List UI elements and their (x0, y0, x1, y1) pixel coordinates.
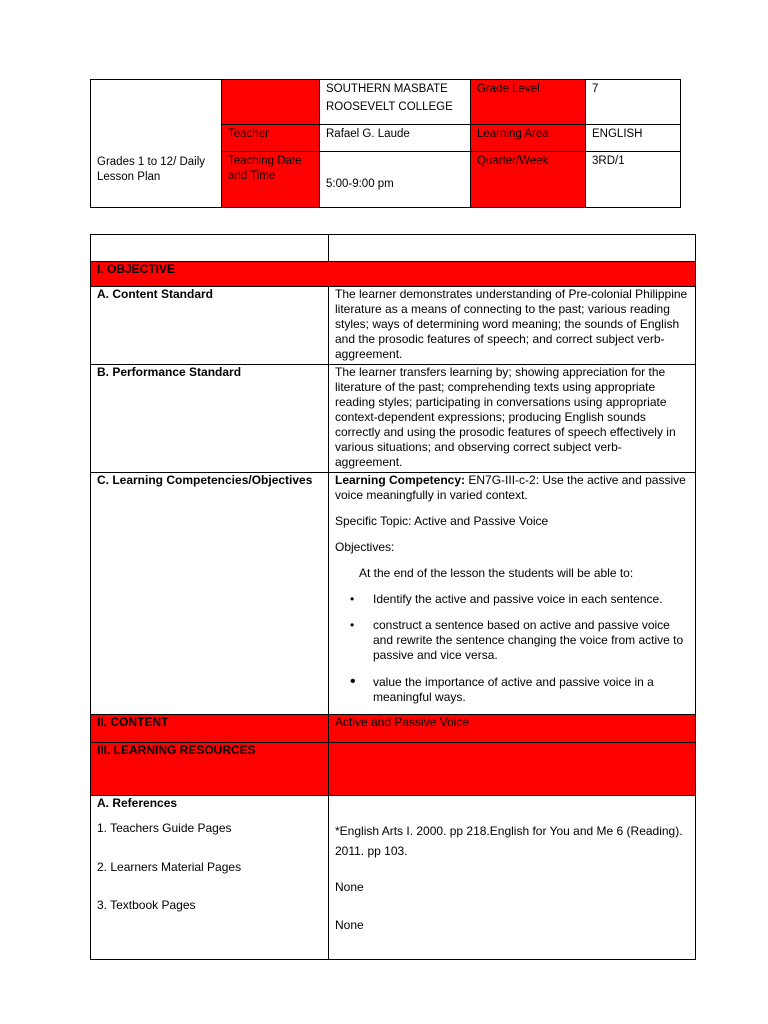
performance-standard-text: The learner transfers learning by; showing appreciation for the literature of the past; comprehending texts using appropriate reading styles; participating in conversations using appropriate context-dependent expressions; producing English sounds correctly and using the prosodic features of speech effectively in various situations; and observing correct subject verb-aggreement. (335, 365, 676, 469)
learners-material-label: 2. Learners Material Pages (97, 860, 242, 874)
resources-heading: III. LEARNING RESOURCES (97, 743, 256, 757)
teacher-label: Teacher (228, 128, 269, 140)
competency-block (329, 473, 695, 707)
bullet-icon: • (350, 673, 356, 690)
plan-label-cell (91, 80, 222, 208)
references-values (329, 821, 695, 935)
content-standard-label-cell (91, 287, 329, 365)
content-standard-label: A. Content Standard (97, 287, 213, 301)
objective-heading: I. OBJECTIVE (97, 262, 176, 276)
performance-standard-text-cell (329, 365, 696, 473)
competencies-label-cell (91, 473, 329, 715)
content-value-cell (329, 715, 696, 743)
content-value: Active and Passive Voice (335, 715, 470, 729)
resources-blank-cell (329, 743, 696, 796)
objective-item (329, 592, 689, 607)
grade-level-value: 7 (592, 83, 599, 95)
quarter-week-label: Quarter/Week (477, 155, 549, 167)
content-standard-text-cell (329, 287, 696, 365)
blank-cell-left (91, 235, 329, 262)
learning-area-label: Learning Area (477, 128, 549, 140)
performance-standard-label: B. Performance Standard (97, 365, 242, 379)
competencies-text-cell (329, 473, 696, 715)
teacher-value: Rafael G. Laude (326, 128, 410, 140)
competency-label: Learning Competency: (335, 473, 466, 487)
learners-material-value: None (335, 880, 364, 894)
competency-line (335, 473, 689, 503)
objectives-intro: At the end of the lesson the students will be able to: (359, 566, 634, 580)
objectives-label: Objectives: (335, 540, 395, 554)
objective-text: Identify the active and passive voice in each sentence. (373, 592, 663, 606)
lesson-plan-table (90, 234, 696, 960)
school-name-cell (320, 80, 471, 125)
learning-area-value-cell (586, 125, 681, 152)
quarter-week-value: 3RD/1 (592, 155, 625, 167)
teaching-time-value: 5:00-9:00 pm (326, 178, 394, 190)
teaching-time-cell (320, 152, 471, 208)
teachers-guide-value: *English Arts I. 2000. pp 218.English for You and Me 6 (Reading). 2011. pp 103. (335, 824, 683, 858)
teachers-guide-label: 1. Teachers Guide Pages (97, 821, 232, 835)
content-heading-cell (91, 715, 329, 743)
objective-text: value the importance of active and passive voice in a meaningful ways. (373, 675, 654, 704)
objective-item (329, 675, 689, 705)
quarter-week-value-cell (586, 152, 681, 208)
bullet-icon: • (350, 592, 355, 606)
teacher-label-cell (222, 125, 320, 152)
school-name: SOUTHERN MASBATE ROOSEVELT COLLEGE (326, 83, 453, 113)
teacher-value-cell (320, 125, 471, 152)
header-table (90, 79, 681, 208)
objective-item (329, 618, 689, 663)
quarter-week-label-cell (471, 152, 586, 208)
textbook-label: 3. Textbook Pages (97, 898, 196, 912)
teaching-date-label-cell (222, 152, 320, 208)
grade-level-label: Grade Level (477, 83, 540, 95)
grade-level-value-cell (586, 80, 681, 125)
plan-label: Grades 1 to 12/ Daily Lesson Plan (97, 156, 206, 183)
blank-cell-right (329, 235, 696, 262)
teaching-date-label: Teaching Date and Time (228, 155, 302, 182)
textbook-value: None (335, 918, 364, 932)
blank-red-cell (222, 80, 320, 125)
competency-text: EN7G-III-c-2: Use the active and passive voice meaningfully in varied context. (335, 473, 686, 502)
references-label-cell (91, 796, 329, 960)
learning-area-label-cell (471, 125, 586, 152)
bullet-icon: • (350, 618, 355, 632)
content-heading: II. CONTENT (97, 715, 169, 729)
learning-area-value: ENGLISH (592, 128, 643, 140)
references-labels (91, 796, 328, 915)
objective-heading-row (91, 262, 696, 287)
performance-standard-label-cell (91, 365, 329, 473)
grade-level-label-cell (471, 80, 586, 125)
resources-heading-cell (91, 743, 329, 796)
references-value-cell (329, 796, 696, 960)
specific-topic: Specific Topic: Active and Passive Voice (335, 514, 549, 528)
competencies-label: C. Learning Competencies/Objectives (97, 473, 313, 487)
content-standard-text: The learner demonstrates understanding of Pre-colonial Philippine literature as a means of connecting to the past; various reading styles; ways of determining word meaning; the sounds of English and the prosodic features of speech; and correct subject verb-aggreement. (335, 287, 688, 361)
objective-text: construct a sentence based on active and passive voice and rewrite the sentence changing the voice from active to passive and vice versa. (373, 618, 684, 662)
references-label: A. References (97, 796, 178, 810)
objectives-list (329, 592, 689, 705)
